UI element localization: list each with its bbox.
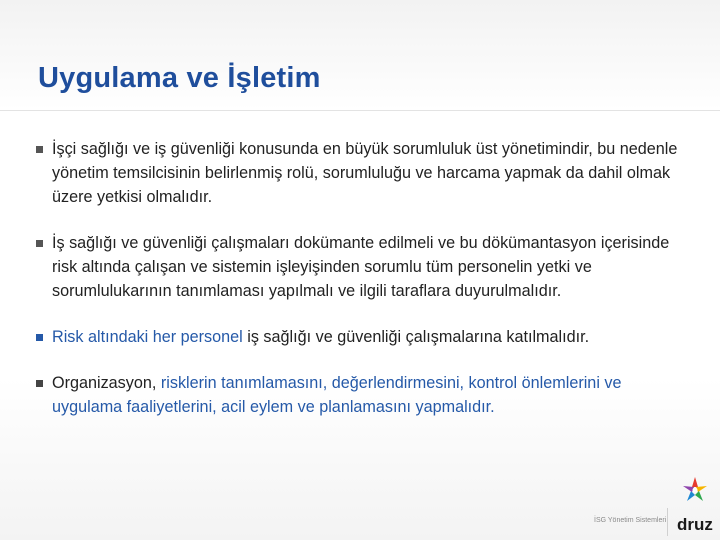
logo-wordmark: druz — [677, 515, 713, 534]
footer-caption: İSG Yönetim Sistemleri — [594, 517, 667, 524]
druz-logo — [676, 474, 720, 538]
bullet-item — [36, 371, 691, 419]
bullet-list — [36, 137, 691, 441]
title-divider — [0, 110, 720, 111]
bullet-text: İş sağlığı ve güvenliği çalışmaları dokümante edilmeli ve bu dökümantasyon içerisinde risk altında çalışan ve sistemin işleyişinden sorumlu tüm personelin yetki ve sorumlulukarının tanımlaması yapılmalı ve ilgili taraflara duyurulmalıdır. — [52, 234, 670, 300]
bullet-text: iş sağlığı ve güvenliği çalışmalarına katılmalıdır. — [242, 328, 590, 346]
bullet-text-highlight: risklerin tanımlamasını, değerlendirmesini, kontrol önlemlerini ve uygulama faaliyetlerini, acil eylem ve planlamasını yapmalıdır. — [52, 374, 622, 416]
bullet-square-icon — [36, 334, 43, 341]
bullet-text: İşçi sağlığı ve iş güvenliği konusunda en büyük sorumluluk üst yönetimindir, bu nedenle yönetim temsilcisinin belirlenmiş rolü, sorumluluğu ve harcama yapmak da dahil olmak üzere yetkisi olmalıdır. — [52, 140, 678, 206]
bullet-item — [36, 137, 691, 209]
bullet-text-highlight: Risk altındaki her personel — [52, 328, 243, 346]
slide-title: Uygulama ve İşletim — [38, 62, 321, 94]
bullet-item — [36, 325, 691, 349]
bullet-square-icon — [36, 146, 43, 153]
bullet-square-icon — [36, 380, 43, 387]
bullet-item — [36, 231, 691, 303]
footer-divider — [667, 508, 668, 536]
bullet-square-icon — [36, 240, 43, 247]
bullet-text: Organizasyon, — [52, 374, 157, 392]
